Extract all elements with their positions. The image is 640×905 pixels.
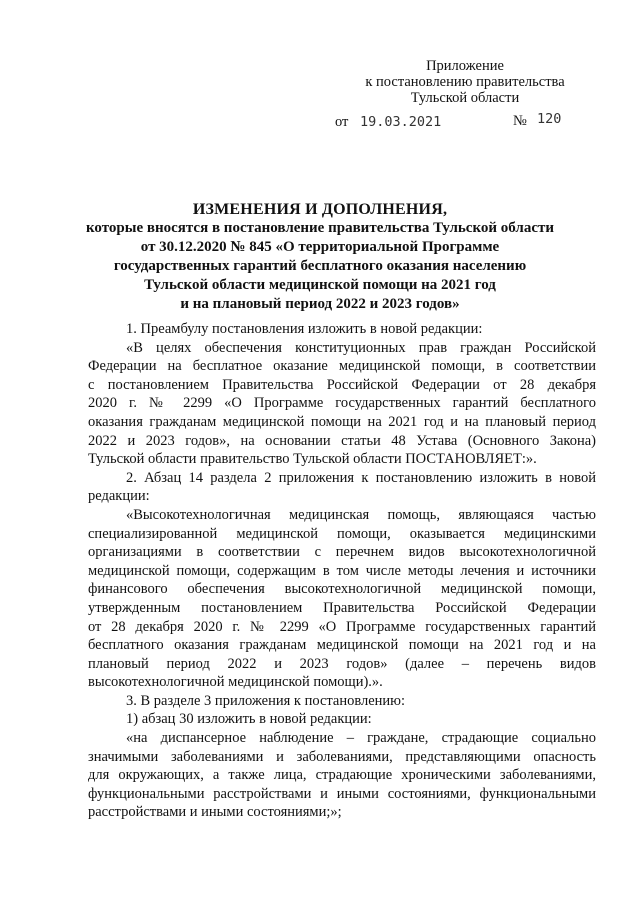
quoted-text-line: от 28 декабря 2020 г. № 2299 «О Программе государственных гарантий [88, 618, 596, 635]
appendix-ref: к постановлению правительства [365, 74, 565, 90]
paragraph-2-line: редакции: [88, 488, 150, 505]
title-line: от 30.12.2020 № 845 «О территориальной Программе [140, 239, 500, 255]
paragraph-1-line: 1. Преамбулу постановления изложить в новой редакции: [126, 321, 483, 337]
title-line: которые вносятся в постановление правительства Тульской области [85, 220, 555, 236]
title-line: и на плановый период 2022 и 2023 годов» [180, 296, 460, 312]
appendix-label: Приложение [426, 58, 504, 74]
quoted-text-line: функциональными расстройствами и иными состояниями, функциональными [88, 785, 596, 802]
preamble-line: 2020 г. № 2299 «О Программе государственных гарантий бесплатного [88, 395, 596, 412]
quoted-text-line: высокотехнологичной медицинской помощи).». [88, 674, 383, 691]
title-line: государственных гарантий бесплатного оказания населению [113, 258, 527, 274]
paragraph-2-line: 2. Абзац 14 раздела 2 приложения к постановлению изложить в новой [126, 469, 596, 486]
preamble-line: «В целях обеспечения конституционных прав граждан Российской [126, 339, 596, 356]
number-sign: № [513, 113, 527, 129]
quoted-text-line: организациями в соответствии с перечнем видов высокотехнологичной [88, 544, 596, 561]
quoted-text-line: утвержденным постановлением Правительства Российской Федерации [88, 599, 596, 616]
quoted-text-line: для окружающих, а также лица, страдающие хроническими заболеваниями, [88, 767, 596, 784]
quoted-text-line: «на диспансерное наблюдение – граждане, страдающие социально [126, 730, 596, 747]
title-line: Тульской области медицинской помощи на 2021 год [144, 277, 496, 293]
quoted-text-line: специализированной медицинской помощи, оказывается медицинскими [88, 525, 596, 542]
quoted-text-line: медицинской помощи, содержащим в том числе методы лечения и источники [88, 562, 596, 579]
quoted-text-line: финансового обеспечения высокотехнологичной медицинской помощи, [88, 581, 596, 598]
document-date: 19.03.2021 [360, 114, 442, 130]
paragraph-3-line: 3. В разделе 3 приложения к постановлению: [126, 692, 406, 709]
quoted-text-line: расстройствами и иными состояниями;»; [88, 804, 342, 821]
document-title [80, 200, 560, 314]
title-heading: ИЗМЕНЕНИЯ И ДОПОЛНЕНИЯ, [192, 201, 448, 218]
date-prefix: от [335, 114, 349, 130]
preamble-line: Федерации на бесплатное оказание медицинской помощи, в соответствии [88, 358, 596, 375]
preamble-line: с постановлением Правительства Российской Федерации от 28 декабря [88, 376, 596, 393]
preamble-line: 2022 и 2023 годов», на основании статьи 48 Устава (Основного Закона) [88, 432, 596, 449]
document-body [88, 320, 596, 822]
appendix-header [330, 58, 600, 106]
appendix-region: Тульской области [410, 90, 520, 106]
document-number: 120 [537, 111, 562, 127]
subparagraph-line: 1) абзац 30 изложить в новой редакции: [126, 711, 372, 728]
preamble-line: Тульской области правительство Тульской области ПОСТАНОВЛЯЕТ:». [88, 451, 537, 468]
quoted-text-line: значимыми заболеваниями и заболеваниями, представляющими опасность [88, 748, 596, 765]
preamble-line: оказания гражданам медицинской помощи на 2021 год и на плановый период [88, 413, 596, 430]
quoted-text-line: «Высокотехнологичная медицинская помощь, являющаяся частью [126, 506, 596, 523]
quoted-text-line: бесплатного оказания гражданам медицинской помощи на 2021 год и на [88, 637, 596, 654]
quoted-text-line: плановый период 2022 и 2023 годов» (далее – перечень видов [88, 655, 596, 672]
